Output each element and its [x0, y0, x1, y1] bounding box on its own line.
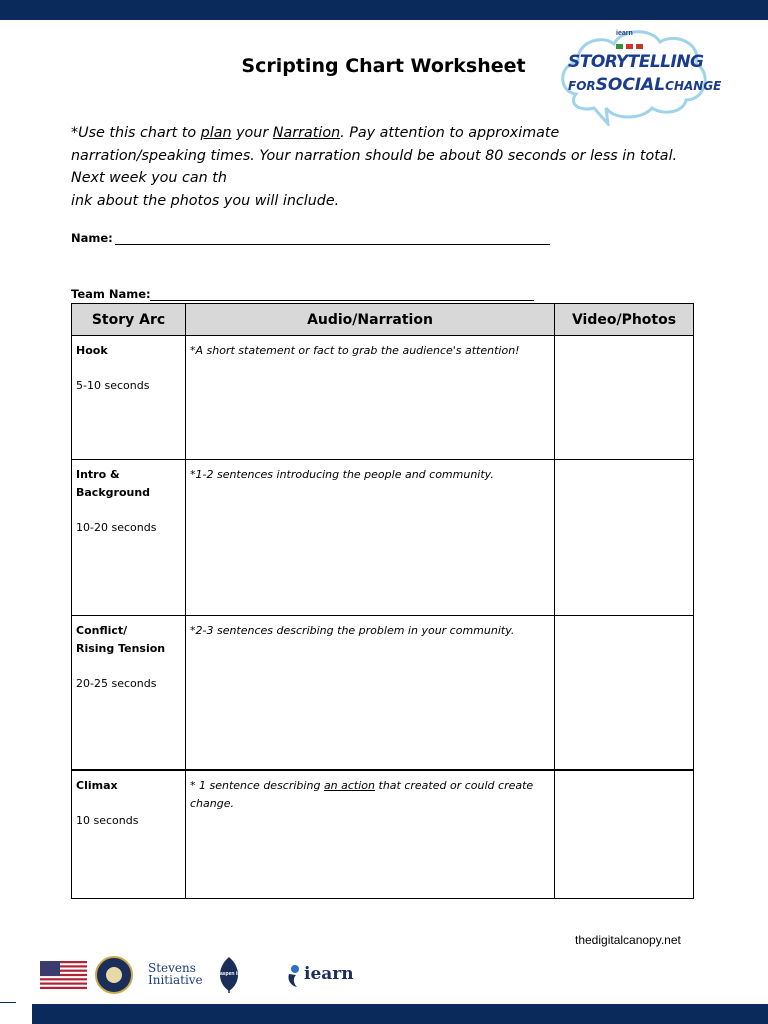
narration-cell[interactable]: * 1 sentence describing an action that created or could create change.: [186, 770, 555, 899]
team-name-label: Team Name:: [71, 287, 151, 301]
logo-iearn-mark: iearn: [616, 30, 633, 37]
video-photos-cell[interactable]: [555, 336, 694, 460]
video-photos-cell[interactable]: [555, 616, 694, 770]
instruction-line-3: Next week you can th: [71, 170, 227, 186]
narration-cell[interactable]: *A short statement or fact to grab the audience's attention!: [186, 336, 555, 460]
table-row-conflict: [72, 616, 694, 770]
team-name-field[interactable]: [150, 300, 534, 301]
header-audio-narration: Audio/Narration: [186, 304, 555, 336]
arc-cell: Hook 5-10 seconds: [72, 336, 186, 460]
instruction-line-2: narration/speaking times. Your narration should be about 80 seconds or less in total.: [71, 147, 678, 164]
iearn-figure-icon: [286, 964, 302, 988]
video-photos-cell[interactable]: [555, 770, 694, 899]
top-band: [0, 0, 768, 20]
aspen-institute-label: aspen institute: [220, 971, 256, 977]
name-label: Name:: [71, 231, 113, 245]
narration-cell[interactable]: *2-3 sentences describing the problem in your community.: [186, 616, 555, 770]
bottom-band: [32, 1004, 768, 1024]
arc-cell: Conflict/ Rising Tension 20-25 seconds: [72, 616, 186, 770]
footer-url[interactable]: thedigitalcanopy.net: [575, 933, 681, 947]
stevens-initiative-logo: Stevens Initiative: [148, 961, 203, 987]
table-row-climax: [72, 770, 694, 899]
instructions: [71, 122, 691, 212]
table-row-hook: [72, 336, 694, 460]
narration-cell[interactable]: *1-2 sentences introducing the people and community.: [186, 460, 555, 616]
video-photos-cell[interactable]: [555, 460, 694, 616]
table-row-intro: [72, 460, 694, 616]
bottom-accent-line: [0, 1002, 16, 1003]
page-title: Scripting Chart Worksheet: [241, 55, 526, 77]
iearn-logo-text: iearn: [304, 964, 354, 984]
arc-cell: Intro & Background 10-20 seconds: [72, 460, 186, 616]
header-story-arc: Story Arc: [72, 304, 186, 336]
scripting-chart-table: [71, 303, 694, 899]
bottom-band-highlight: [32, 1002, 362, 1004]
logo-social-change-text: FORSOCIALCHANGE: [568, 75, 722, 95]
state-department-seal-icon: [95, 956, 133, 994]
table-header-row: [72, 304, 694, 336]
name-field[interactable]: [115, 244, 550, 245]
logo-storytelling-text: STORYTELLING: [568, 52, 704, 72]
arc-cell: Climax 10 seconds: [72, 770, 186, 899]
us-flag-icon: [40, 961, 87, 989]
instruction-line-1: *Use this chart to plan your Narration. Pay attention to approximate: [71, 125, 560, 141]
header-video-photos: Video/Photos: [555, 304, 694, 336]
instruction-line-4: ink about the photos you will include.: [71, 192, 340, 209]
